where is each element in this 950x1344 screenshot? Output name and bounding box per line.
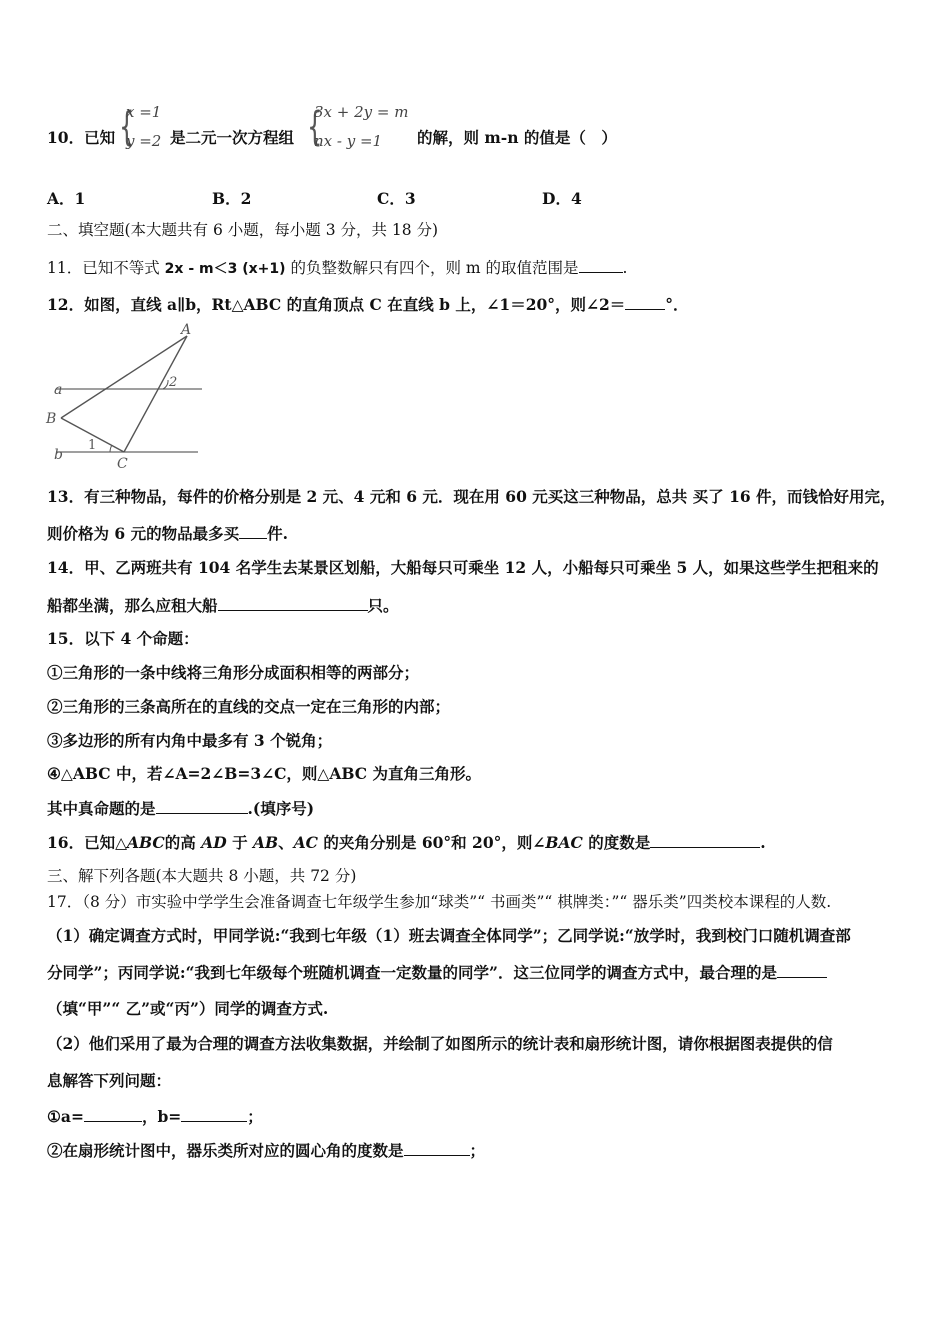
q10-choice-d: D．4 bbox=[542, 189, 582, 208]
q17-line8-end: ； bbox=[469, 1141, 486, 1160]
q17-line5: （2）他们采用了最为合理的调查方法收集数据，并绘制了如图所示的统计表和扇形统计图，请你根据图表提供的信 bbox=[47, 1034, 833, 1053]
q10-tail-text: 的解，则 m-n 的值是（ ） bbox=[417, 128, 617, 147]
q16-side-ac: AC bbox=[293, 833, 319, 852]
q17-line7-end: ； bbox=[247, 1107, 263, 1126]
q11-expression: 2x - m＜3 (x+1) bbox=[164, 261, 286, 277]
q16-text-4: 的度数是 bbox=[588, 833, 651, 852]
q15-proposition-1: ①三角形的一条中线将三角形分成面积相等的两部分； bbox=[47, 663, 420, 682]
q15-intro: 15．以下 4 个命题： bbox=[47, 629, 199, 648]
q15-question-pre: 其中真命题的是 bbox=[47, 799, 156, 818]
q17-line3-pre: 分同学”；丙同学说:“我到七年级每个班随机调查一定数量的同学”．这三位同学的调查方式中，最合理的是 bbox=[47, 963, 777, 982]
q16-end: . bbox=[760, 833, 766, 852]
q17-a-blank[interactable] bbox=[84, 1106, 142, 1122]
q12-end: °． bbox=[665, 295, 689, 314]
q17-angle-blank[interactable] bbox=[404, 1140, 470, 1156]
q15-question bbox=[47, 798, 314, 819]
q16-text-2: 于 bbox=[232, 833, 248, 852]
label-c-vertex: C bbox=[117, 456, 128, 472]
q10-system2-line1: 3x + 2y = m bbox=[314, 103, 409, 121]
q17-line2: （1）确定调查方式时，甲同学说:“我到七年级（1）班去调查全体同学”；乙同学说:“放学时，我到校门口随机调查部 bbox=[47, 926, 851, 945]
q12 bbox=[47, 294, 689, 315]
q17-line3 bbox=[47, 962, 827, 983]
label-angle-2: 2 bbox=[169, 375, 178, 390]
q14-line1: 14．甲、乙两班共有 104 名学生去某景区划船，大船每只可乘坐 12 人，小船每只可乘坐 5 人，如果这些学生把租来的 bbox=[47, 558, 879, 577]
q15-proposition-2: ②三角形的三条高所在的直线的交点一定在三角形的内部； bbox=[47, 697, 451, 716]
q17-line4: （填“甲”“ 乙”或“丙”）同学的调查方式. bbox=[47, 999, 329, 1018]
q17-line8-pre: ②在扇形统计图中，器乐类所对应的圆心角的度数是 bbox=[47, 1141, 404, 1160]
q16-pre: 16．已知△ bbox=[47, 833, 127, 852]
q10-system2-line2: nx - y =1 bbox=[314, 132, 383, 150]
q17-line7 bbox=[47, 1106, 263, 1127]
q10-choice-a: A．1 bbox=[47, 189, 86, 208]
q12-pre: 12．如图，直线 a∥b，Rt△ABC 的直角顶点 C 在直线 b 上，∠1＝20°，则∠2＝ bbox=[47, 295, 626, 314]
q17-b-blank[interactable] bbox=[181, 1106, 247, 1122]
angle1-arc bbox=[110, 445, 112, 452]
section3-heading: 三、解下列各题(本大题共 8 小题，共 72 分) bbox=[47, 867, 357, 885]
q16 bbox=[47, 832, 766, 853]
q17-line1: 17．（8 分）市实验中学学生会准备调查七年级学生参加“球类”“ 书画类”“ 棋牌类：”“ 器乐类”四类校本课程的人数. bbox=[47, 893, 832, 911]
q11 bbox=[47, 257, 627, 279]
q14-answer-blank[interactable] bbox=[218, 595, 368, 611]
q17-a-label: ①a= bbox=[47, 1107, 84, 1126]
q11-end: . bbox=[622, 259, 628, 277]
q14-line2 bbox=[47, 595, 399, 616]
q16-answer-blank[interactable] bbox=[650, 832, 760, 848]
q16-altitude: AD bbox=[201, 833, 227, 852]
q16-separator: 、 bbox=[278, 833, 294, 852]
q13-answer-blank[interactable] bbox=[239, 523, 267, 539]
label-a-vertex: A bbox=[181, 322, 192, 338]
left-brace-icon: { bbox=[119, 104, 135, 150]
q10-system1-line2: y =2 bbox=[126, 132, 162, 150]
angle2-arc bbox=[163, 380, 168, 389]
q10-mid-text: 是二元一次方程组 bbox=[170, 128, 295, 147]
q15-answer-blank[interactable] bbox=[156, 798, 248, 814]
q14-line2-post: 只。 bbox=[367, 596, 399, 615]
section2-heading: 二、填空题(本大题共有 6 小题，每小题 3 分，共 18 分) bbox=[47, 221, 439, 239]
q13-line2 bbox=[47, 523, 288, 544]
q11-post: 的负整数解只有四个，则 m 的取值范围是 bbox=[290, 259, 579, 277]
q13-line2-post: 件. bbox=[267, 524, 288, 543]
q11-pre: 11．已知不等式 bbox=[47, 259, 160, 277]
q15-proposition-4: ④△ABC 中，若∠A=2∠B=3∠C，则△ABC 为直角三角形。 bbox=[47, 764, 482, 783]
q13-line1: 13．有三种物品，每件的价格分别是 2 元、4 元和 6 元．现在用 60 元买这三种物品，总共 买了 16 件，而钱恰好用完， bbox=[47, 487, 896, 506]
q11-answer-blank[interactable] bbox=[579, 257, 623, 273]
segment-ac bbox=[124, 336, 187, 452]
label-line-b: b bbox=[54, 447, 63, 463]
q16-text-1: 的高 bbox=[164, 833, 196, 852]
q17-part1-answer-blank[interactable] bbox=[777, 962, 827, 978]
q10-number: 10．已知 bbox=[47, 128, 116, 147]
q10-system1-line1: x =1 bbox=[126, 103, 162, 121]
q17-line6: 息解答下列问题： bbox=[47, 1071, 172, 1090]
q10-choice-b: B．2 bbox=[212, 189, 252, 208]
q16-text-3: 的夹角分别是 60°和 20°，则∠ bbox=[323, 833, 546, 852]
q12-answer-blank[interactable] bbox=[625, 294, 665, 310]
q10-choice-c: C．3 bbox=[377, 189, 416, 208]
q13-line2-pre: 则价格为 6 元的物品最多买 bbox=[47, 524, 240, 543]
q16-triangle-name: ABC bbox=[127, 833, 165, 852]
q17-line8 bbox=[47, 1140, 485, 1161]
label-angle-1: 1 bbox=[88, 438, 97, 453]
q12-geometry-figure bbox=[40, 320, 215, 472]
label-line-a: a bbox=[54, 382, 63, 398]
q15-proposition-3: ③多边形的所有内角中最多有 3 个锐角； bbox=[47, 731, 333, 750]
left-brace-icon: { bbox=[307, 104, 323, 150]
q16-angle-bac: BAC bbox=[545, 833, 583, 852]
q15-question-post: .(填序号) bbox=[247, 799, 315, 818]
q16-side-ab: AB bbox=[252, 833, 279, 852]
label-b-vertex: B bbox=[46, 411, 57, 427]
q14-line2-pre: 船都坐满，那么应租大船 bbox=[47, 596, 218, 615]
q17-b-label: ，b= bbox=[141, 1107, 182, 1126]
